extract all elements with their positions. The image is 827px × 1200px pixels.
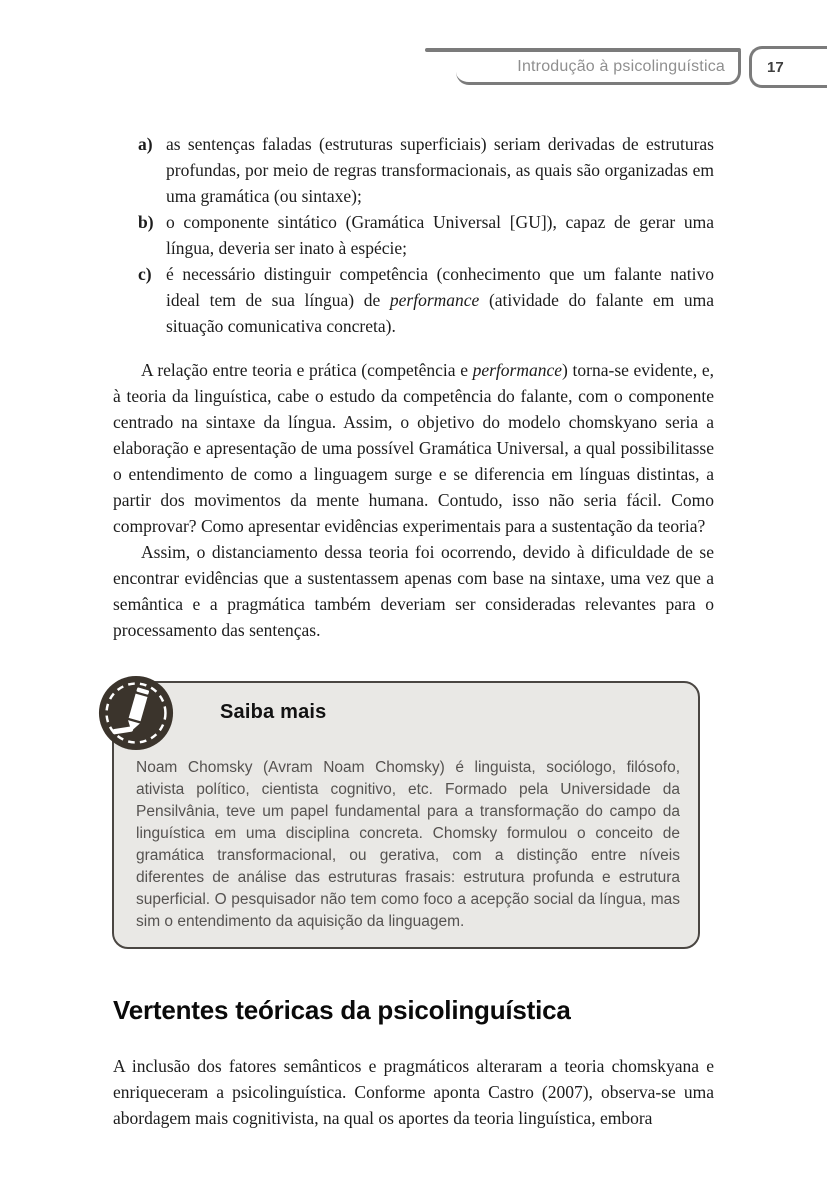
body-paragraph: A relação entre teoria e prática (competência e performance) torna-se evidente, e, à teoria da linguística, cabe o estudo da competência do falante, com o componente centrado na sintaxe da língua. Assim, o objetivo do modelo chomskyano seria a elaboração e apresentação de uma possível Gramática Universal, a qual possibilitasse o entendimento de como a linguagem surge e se diferencia em línguas distintas, a partir dos movimentos da mente humana. Contudo, isso não seria fácil. Como comprovar? Como apresentar evidências experimentais para a sustentação da teoria?: [113, 360, 714, 536]
section-heading: Vertentes teóricas da psicolinguística: [113, 995, 571, 1025]
chapter-title: Introdução à psicolinguística: [517, 57, 725, 75]
pencil-icon: [98, 675, 174, 751]
page-content: [113, 131, 714, 1131]
list-item-text: é necessário distinguir competência (conhecimento que um falante nativo ideal tem de sua língua) de performance (atividade do falante em uma situação comunicativa concreta).: [166, 264, 714, 336]
saiba-mais-body: Noam Chomsky (Avram Noam Chomsky) é linguista, sociólogo, filósofo, ativista político, cientista cognitivo, etc. Formado pela Universidade da Pensilvânia, teve um papel fundamental para a transformação do campo da linguística em uma disciplina concreta. Chomsky formulou o conceito de gramática transformacional, ou gerativa, com a distinção entre níveis diferentes de análise das estruturas frasais: estrutura profunda e estrutura superficial. O pesquisador não tem como foco a acepção social da língua, mas sim o entendimento da aquisição da linguagem.: [136, 759, 680, 930]
list-item: [113, 261, 714, 339]
list-item-marker: c): [138, 264, 152, 284]
list-item: [113, 209, 714, 261]
lettered-list: [113, 131, 714, 339]
saiba-mais-title: Saiba mais: [220, 701, 327, 723]
body-paragraph: Assim, o distanciamento dessa teoria foi ocorrendo, devido à dificuldade de se encontrar evidências que a sustentassem apenas com base na sintaxe, uma vez que a semântica e a pragmática também deveriam ser consideradas relevantes para o processamento das sentenças.: [113, 542, 714, 640]
list-item-marker: b): [138, 212, 154, 232]
list-item-text: o componente sintático (Gramática Universal [GU]), capaz de gerar uma língua, deveria ser inato à espécie;: [166, 212, 714, 258]
running-header-chapter: [456, 51, 741, 85]
list-item-text: as sentenças faladas (estruturas superficiais) seriam derivadas de estruturas profundas, por meio de regras transformacionais, as quais são organizadas em uma gramática (ou sintaxe);: [166, 134, 714, 206]
saiba-mais-box: [112, 681, 700, 949]
page-number-box: [749, 46, 827, 88]
body-paragraph: A inclusão dos fatores semânticos e pragmáticos alteraram a teoria chomskyana e enriqueceram a psicolinguística. Conforme aponta Castro (2007), observa-se uma abordagem mais cognitivista, na qual os aportes da teoria linguística, embora: [113, 1056, 714, 1128]
list-item-marker: a): [138, 134, 153, 154]
page-number: 17: [767, 58, 784, 76]
list-item: [113, 131, 714, 209]
